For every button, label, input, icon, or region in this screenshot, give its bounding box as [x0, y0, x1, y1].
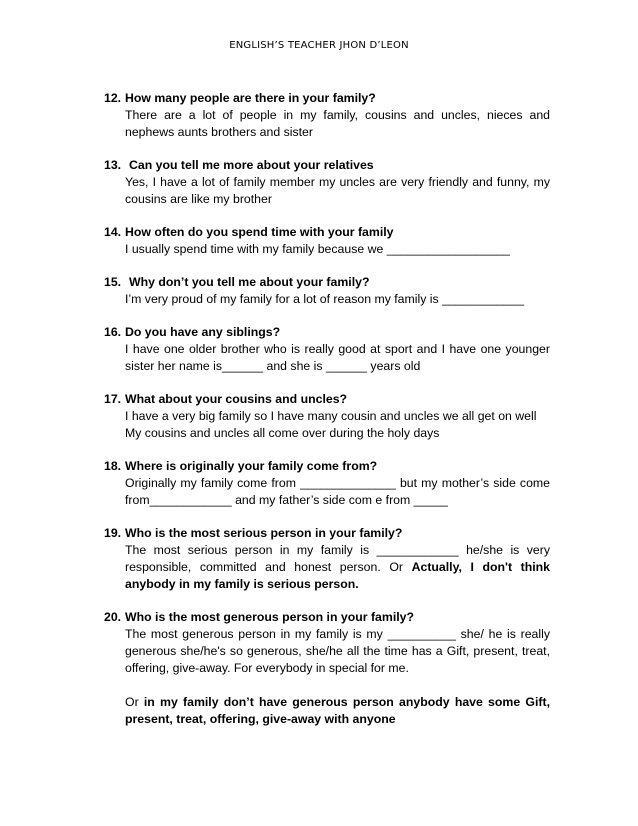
- question: [104, 274, 550, 291]
- question-item-14: [104, 224, 550, 258]
- question: [104, 224, 550, 241]
- question-text: Can you tell me more about your relatives: [129, 158, 374, 172]
- answer-text: [125, 542, 550, 593]
- question-item-16: [104, 324, 550, 375]
- question-number: 18.: [104, 459, 122, 473]
- question: [104, 391, 550, 408]
- question-item-17: [104, 391, 550, 442]
- question-text: Where is originally your family come from?: [125, 459, 378, 473]
- question-text: Who is the most serious person in your family?: [125, 526, 403, 540]
- question-text: Who is the most generous person in your family?: [125, 610, 415, 624]
- question-number: 17.: [104, 392, 122, 406]
- alternative-prefix: Or: [125, 695, 144, 709]
- answer-text: I’m very proud of my family for a lot of reason my family is ____________: [125, 292, 525, 306]
- question: [104, 157, 550, 174]
- question-number: 14.: [104, 225, 122, 239]
- question-number: 16.: [104, 325, 122, 339]
- question-text: How often do you spend time with your family: [125, 225, 394, 239]
- question-text: What about your cousins and uncles?: [125, 392, 348, 406]
- answer-text: The most generous person in my family is my __________ she/ he is really generous she/he's so generous, she/he all the time has a Gift, present, treat, offering, give-away. For everybody in special for me.: [125, 627, 550, 675]
- page-header: ENGLISH’S TEACHER JHON D’LEON: [229, 40, 409, 51]
- question-number: 20.: [104, 610, 122, 624]
- question-number: 15.: [104, 275, 122, 289]
- answer-text: Yes, I have a lot of family member my uncles are very friendly and funny, my cousins are like my brother: [125, 175, 550, 206]
- alternative-bold-text: in my family don’t have generous person anybody have some Gift, present, treat, offering, give-away with anyone: [125, 695, 550, 726]
- question-number: 19.: [104, 526, 122, 540]
- answer-plain-text: The most serious person in my family is ____________ he/she is very responsible, committed and honest person. Or: [125, 543, 550, 574]
- answer-text: Originally my family come from ______________ but my mother’s side come from____________ and my father’s side com e from _____: [125, 476, 550, 507]
- question-item-13: [104, 157, 550, 208]
- question: [104, 525, 550, 542]
- answer-text: There are a lot of people in my family, cousins and uncles, nieces and nephews aunts brothers and sister: [125, 108, 550, 139]
- question: [104, 324, 550, 341]
- question-item-19: [104, 525, 550, 593]
- question-list: [104, 90, 550, 744]
- answer-text: I have one older brother who is really good at sport and I have one younger sister her name is______ and she is ______ years old: [125, 342, 550, 373]
- question-item-15: [104, 274, 550, 308]
- question-item-20: [104, 609, 550, 728]
- question-text: How many people are there in your family?: [125, 91, 376, 105]
- question-text: Why don’t you tell me about your family?: [129, 275, 370, 289]
- answer-line: I have a very big family so I have many cousin and uncles we all get on well: [125, 409, 537, 423]
- question-number: 13.: [104, 158, 122, 172]
- question: [104, 458, 550, 475]
- question: [104, 90, 550, 107]
- answer-text: [125, 408, 550, 442]
- question-number: 12.: [104, 91, 122, 105]
- question-item-18: [104, 458, 550, 509]
- answer-line: My cousins and uncles all come over during the holy days: [125, 426, 440, 440]
- question: [104, 609, 550, 626]
- alternative-answer: [125, 694, 550, 728]
- question-text: Do you have any siblings?: [125, 325, 281, 339]
- answer-bold-text: Actually, I don't think anybody in my family is serious person.: [125, 560, 551, 591]
- answer-text: I usually spend time with my family because we __________________: [125, 242, 510, 256]
- question-item-12: [104, 90, 550, 141]
